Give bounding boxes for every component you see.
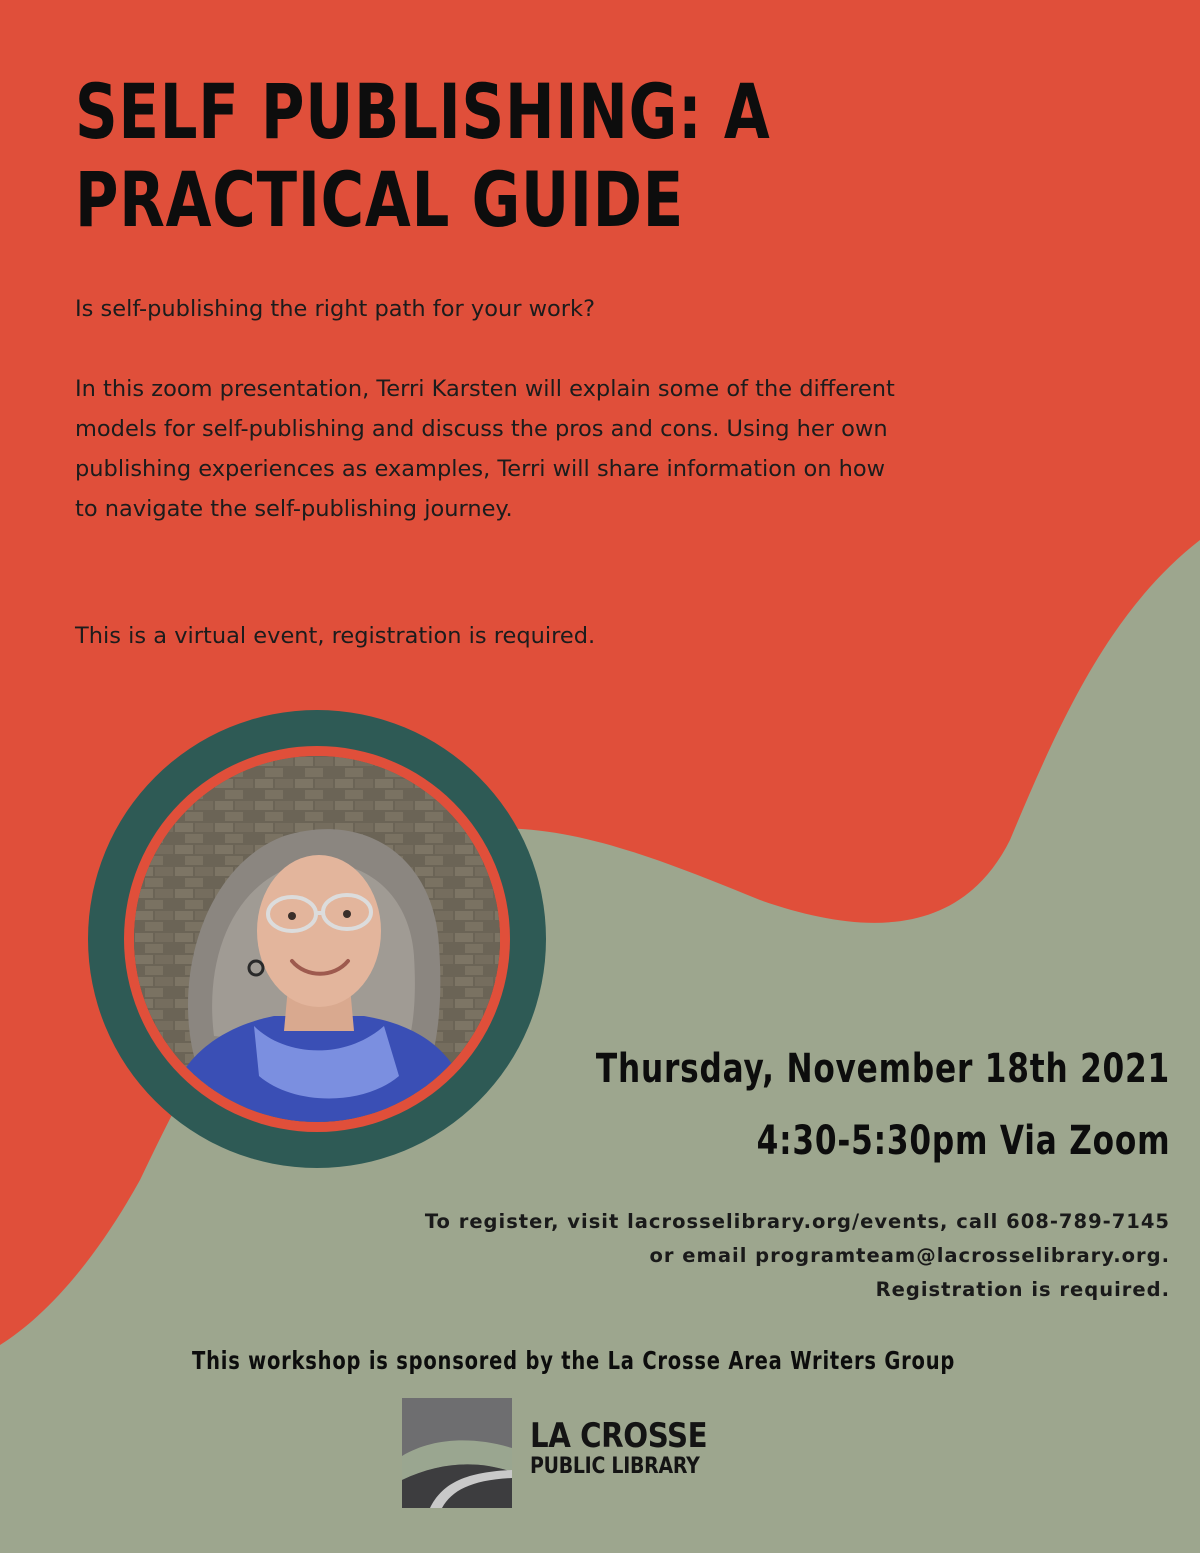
registration-line-3: Registration is required.: [875, 1278, 1170, 1301]
registration-line-2: or email programteam@lacrosselibrary.org.: [649, 1244, 1170, 1267]
title-line-1: SELF PUBLISHING: A: [75, 67, 771, 156]
presenter-photo: [134, 756, 500, 1122]
library-logo-icon: [402, 1398, 512, 1508]
registration-info: [270, 1205, 1170, 1307]
logo-line-1: LA CROSSE: [530, 1416, 708, 1456]
title-line-2: PRACTICAL GUIDE: [75, 155, 685, 244]
event-time: 4:30-5:30pm Via Zoom: [756, 1118, 1170, 1164]
sponsor-line: This workshop is sponsored by the La Crosse Area Writers Group: [192, 1346, 956, 1375]
event-description: In this zoom presentation, Terri Karsten will explain some of the different models for self-publishing and discuss the pros and cons. Using her own publishing experiences as examples, Terri will share information on how to navigate the self-publishing journey.: [75, 376, 895, 522]
virtual-event-note: This is a virtual event, registration is required.: [75, 623, 596, 649]
registration-line-1: To register, visit lacrosselibrary.org/events, call 608-789-7145: [424, 1210, 1170, 1233]
event-date: Thursday, November 18th 2021: [595, 1046, 1170, 1092]
logo-line-2: PUBLIC LIBRARY: [530, 1454, 700, 1479]
event-title: [75, 68, 771, 244]
intro-question: Is self-publishing the right path for your work?: [75, 296, 596, 322]
library-logo-text: [530, 1418, 707, 1480]
